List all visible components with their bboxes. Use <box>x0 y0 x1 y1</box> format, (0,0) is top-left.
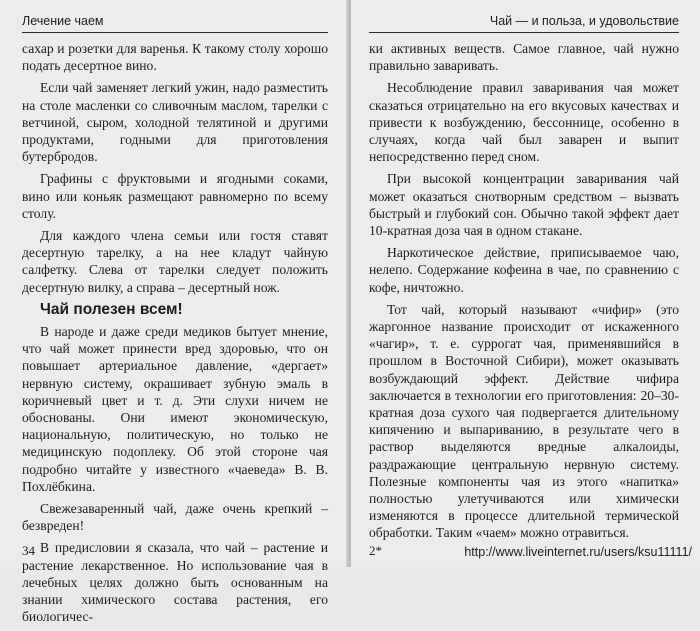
left-running-head: Лечение чаем <box>22 12 328 33</box>
paragraph: Если чай заменяет легкий ужин, надо разместить на столе масленки со сливочным маслом, тарелки с ветчиной, сыром, холодной телятиной и другими продуктами, годными для приготовления бутербродов. <box>22 80 328 165</box>
left-page <box>0 0 349 625</box>
right-page <box>351 0 700 567</box>
paragraph: сахар и розетки для варенья. К такому столу хорошо подать десертное вино. <box>22 41 328 74</box>
paragraph: Несоблюдение правил заваривания чая может сказаться отрицательно на его вкусовых качествах и привести к возбуждению, бессоннице, особенно в случаях, когда чай был заварен и выпит непосредственно перед сном. <box>369 80 679 165</box>
watermark-url: http://www.liveinternet.ru/users/ksu11111/ <box>464 545 692 559</box>
page-number-left: 34 <box>22 543 35 558</box>
paragraph: Наркотическое действие, приписываемое чаю, нелепо. Содержание кофеина в чае, по сравнению с кофе, ничтожно. <box>369 245 679 295</box>
paragraph: Тот чай, который называют «чифир» (это жаргонное название происходит от искаженного «чагир», т. е. суррогат чая, применявшийся в прошлом в Восточной Сибири), может оказывать возбуждающий эффект. Действие чифира заключается в технологии его приготовления: 20–30-кратная доза сухого чая подвергается длительному кипячению и выпариванию, в результате чего в раствор выделяются вредные алкалоиды, раздражающие центральную нервную систему. Полезные компоненты чая из этого «напитка» полностью улетучиваются или химически изменяются в процессе длительной термической обработки. Таким «чаем» можно отравиться. <box>369 301 679 541</box>
paragraph: Свежезаваренный чай, даже очень крепкий – безвреден! <box>22 501 328 534</box>
page-number-right: 2* <box>369 543 382 558</box>
paragraph: В предисловии я сказала, что чай – растение и растение лекарственное. Но использование чая в лечебных целях должно быть основанным на знании химического состава растения, его биологичес- <box>22 540 328 625</box>
paragraph: ки активных веществ. Самое главное, чай нужно правильно заваривать. <box>369 41 679 74</box>
right-running-head: Чай — и польза, и удовольствие <box>369 12 679 33</box>
left-page-text <box>22 40 328 631</box>
paragraph: В народе и даже среди медиков бытует мнение, что чай может принести вред здоровью, что он повышает артериальное давление, «дергает» нервную систему, окрашивает зубную эмаль в коричневый цвет и т. д. Эти слухи ничем не обоснованы. Они имеют экономическую, национальную, политическую, но только не медицинскую подоплеку. Об этой стороне чая подробно читайте у известного «чаеведа» В. В. Похлёбкина. <box>22 324 328 494</box>
right-page-text <box>369 40 679 547</box>
paragraph: При высокой концентрации заваривания чай может оказаться снотворным средством – вызвать быстрый и глубокий сон. Обычно такой эффект дает 10-кратная доза чая в одном стакане. <box>369 171 679 239</box>
paragraph: Для каждого члена семьи или гостя ставят десертную тарелку, а на нее кладут чайную салфетку. Слева от тарелки следует положить десертную вилку, а справа – десертный нож. <box>22 228 328 295</box>
section-heading: Чай полезен всем! <box>40 300 183 318</box>
paragraph: Графины с фруктовыми и ягодными соками, вино или коньяк размещают равномерно по всему столу. <box>22 171 328 221</box>
